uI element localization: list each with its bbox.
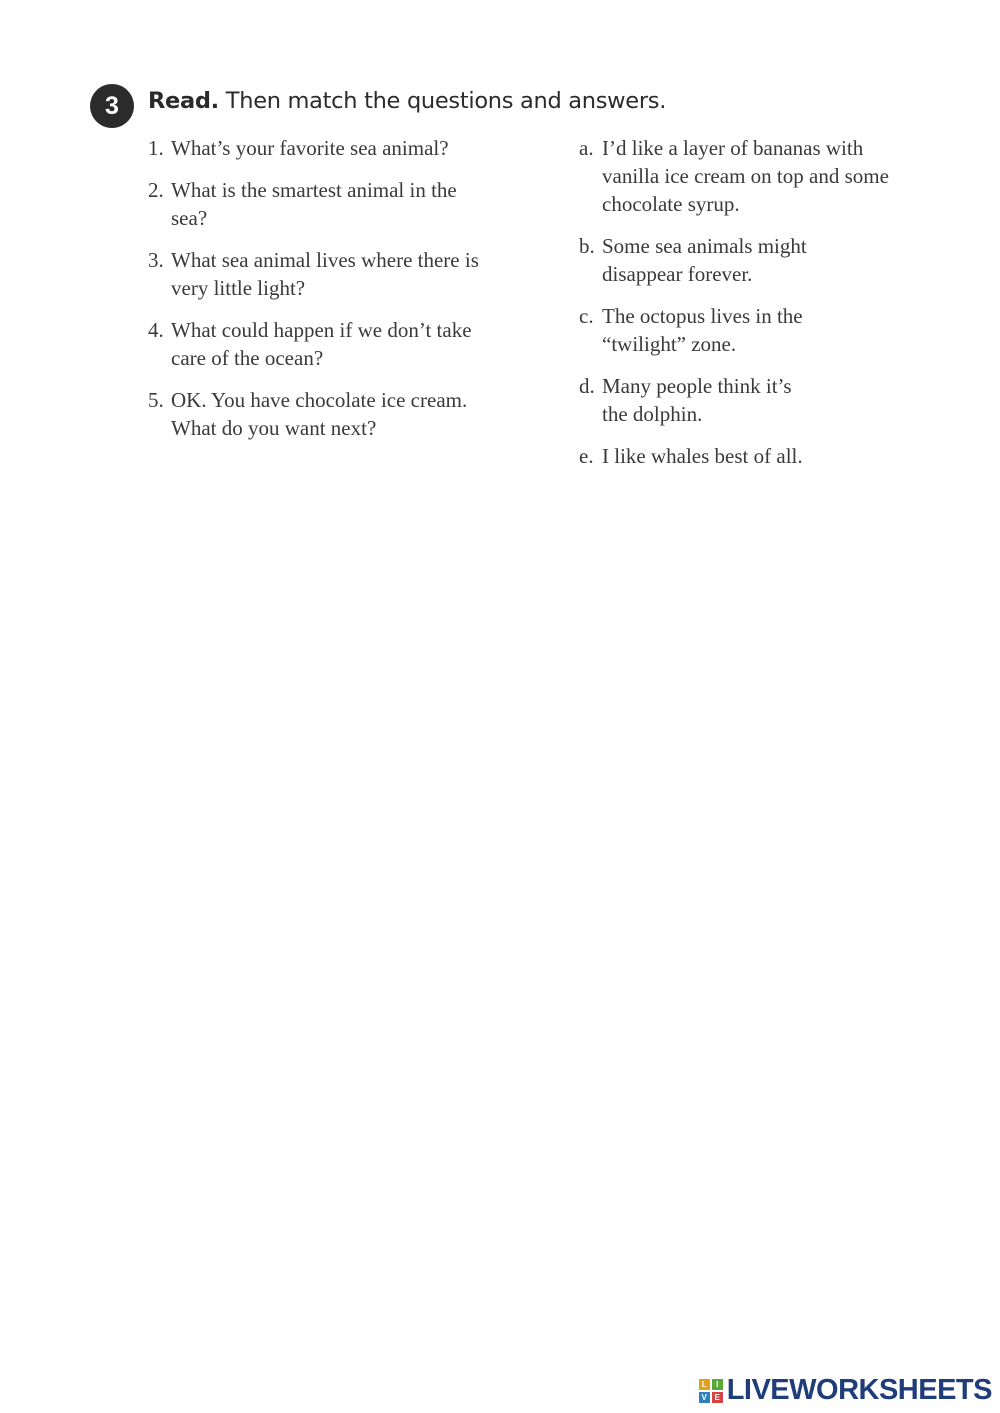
question-text: What could happen if we don’t take care of the ocean? <box>171 318 472 370</box>
answer-item <box>579 372 959 428</box>
question-item <box>148 176 528 232</box>
logo-square: I <box>712 1379 723 1390</box>
answer-marker: e. <box>579 444 594 468</box>
exercise-number-badge: 3 <box>90 84 134 128</box>
question-marker: 1. <box>148 136 164 160</box>
answer-marker: a. <box>579 136 594 160</box>
question-marker: 4. <box>148 318 164 342</box>
answer-item <box>579 302 959 358</box>
answer-text: Many people think it’s the dolphin. <box>602 374 792 426</box>
question-item <box>148 316 528 372</box>
instruction-rest: Then match the questions and answers. <box>225 88 667 114</box>
liveworksheets-logo <box>699 1374 992 1407</box>
question-text: What’s your favorite sea animal? <box>171 136 449 160</box>
question-text: What sea animal lives where there is very little light? <box>171 248 479 300</box>
logo-square: V <box>699 1392 710 1403</box>
answer-marker: b. <box>579 234 595 258</box>
logo-square: L <box>699 1379 710 1390</box>
question-item <box>148 386 528 442</box>
answers-list <box>579 134 959 484</box>
question-marker: 3. <box>148 248 164 272</box>
answer-item <box>579 134 959 218</box>
answer-text: Some sea animals might disappear forever. <box>602 234 807 286</box>
instruction-bold: Read. <box>148 88 219 114</box>
question-item <box>148 134 528 162</box>
logo-square: E <box>712 1392 723 1403</box>
question-text: What is the smartest animal in the sea? <box>171 178 457 230</box>
question-marker: 5. <box>148 388 164 412</box>
question-marker: 2. <box>148 178 164 202</box>
answer-marker: c. <box>579 304 594 328</box>
logo-text: LIVEWORKSHEETS <box>726 1374 992 1406</box>
answer-text: I’d like a layer of bananas with vanilla ice cream on top and some chocolate syrup. <box>602 136 889 216</box>
question-text: OK. You have chocolate ice cream. What do you want next? <box>171 388 468 440</box>
answer-text: The octopus lives in the “twilight” zone. <box>602 304 803 356</box>
question-item <box>148 246 528 302</box>
questions-list <box>148 134 528 456</box>
answer-item <box>579 232 959 288</box>
exercise-instruction <box>148 88 666 114</box>
answer-marker: d. <box>579 374 595 398</box>
answer-item <box>579 442 959 470</box>
answer-text: I like whales best of all. <box>602 444 803 468</box>
logo-squares-icon <box>699 1379 723 1403</box>
